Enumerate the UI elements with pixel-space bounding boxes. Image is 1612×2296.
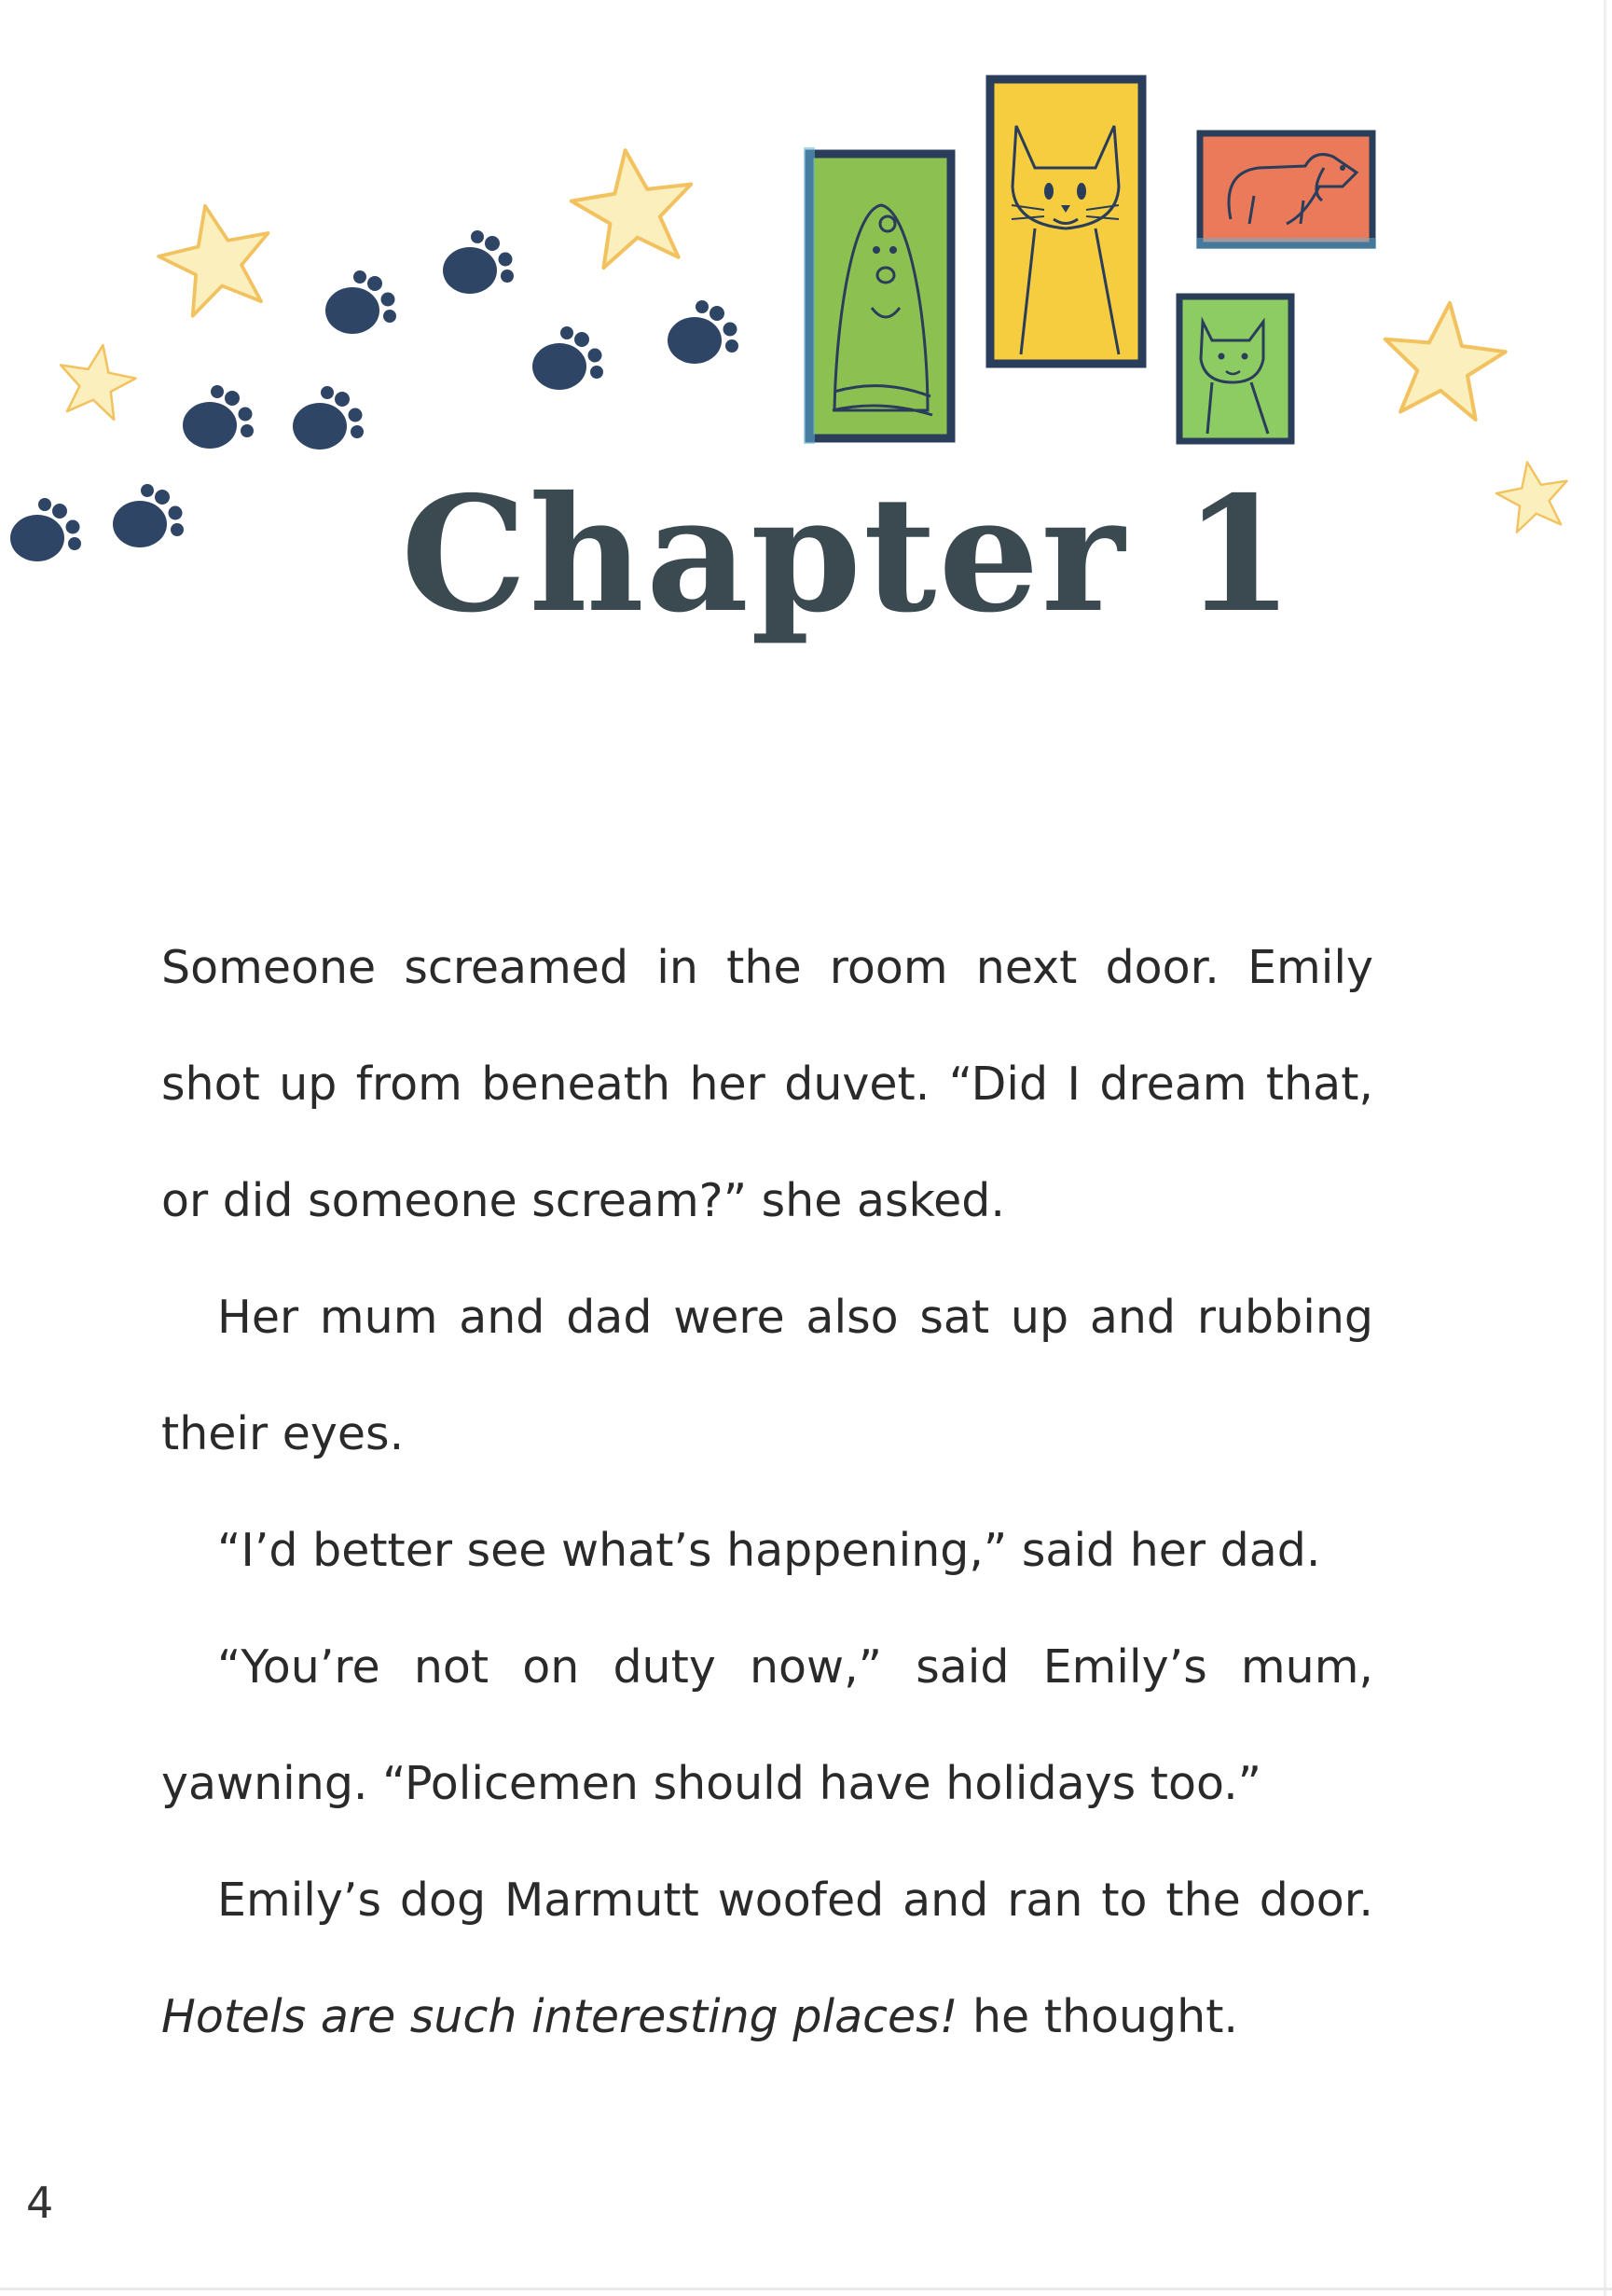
star-icon — [150, 194, 282, 320]
paw-print-icon — [668, 300, 738, 364]
paragraph-text: he thought. — [958, 1990, 1238, 2043]
star-icon — [1492, 456, 1574, 534]
paragraph: “I’d better see what’s happening,” said her dad. — [217, 1524, 1321, 1577]
star-icon — [565, 142, 700, 270]
small-cat-portrait — [1179, 297, 1291, 441]
cat-portrait — [990, 79, 1142, 364]
star-icon — [53, 339, 141, 422]
paragraph-text: Emily’s dog Marmutt woofed and ran to the door. — [217, 1874, 1373, 1927]
italic-thought: Hotels are such interesting places! — [161, 1990, 958, 2043]
dog-portrait — [1196, 133, 1376, 249]
paw-print-icon — [113, 484, 184, 547]
paragraph: Her mum and dad were also sat up and rubbing their eyes. — [161, 1291, 1373, 1460]
paw-print-icon — [293, 386, 364, 450]
paragraph — [161, 1842, 1373, 2075]
paw-print-icon — [183, 385, 254, 449]
chapter-title: Chapter 1 — [401, 462, 1296, 648]
ghost-portrait — [804, 147, 951, 444]
paw-print-icon — [325, 270, 396, 334]
star-icon — [1378, 297, 1510, 422]
paragraph: “You’re not on duty now,” said Emily’s mum, yawning. “Policemen should have holidays too.” — [161, 1640, 1373, 1810]
paw-print-icon — [443, 230, 514, 294]
page-bottom-edge — [0, 2288, 1612, 2290]
paw-print-icon — [10, 498, 81, 561]
paragraph: Someone screamed in the room next door. Emily shot up from beneath her duvet. “Did I dream that, or did someone scream?” she asked. — [161, 941, 1373, 1227]
page-number: 4 — [26, 2178, 54, 2228]
paw-print-icon — [532, 326, 603, 390]
story-text — [161, 909, 1373, 2075]
